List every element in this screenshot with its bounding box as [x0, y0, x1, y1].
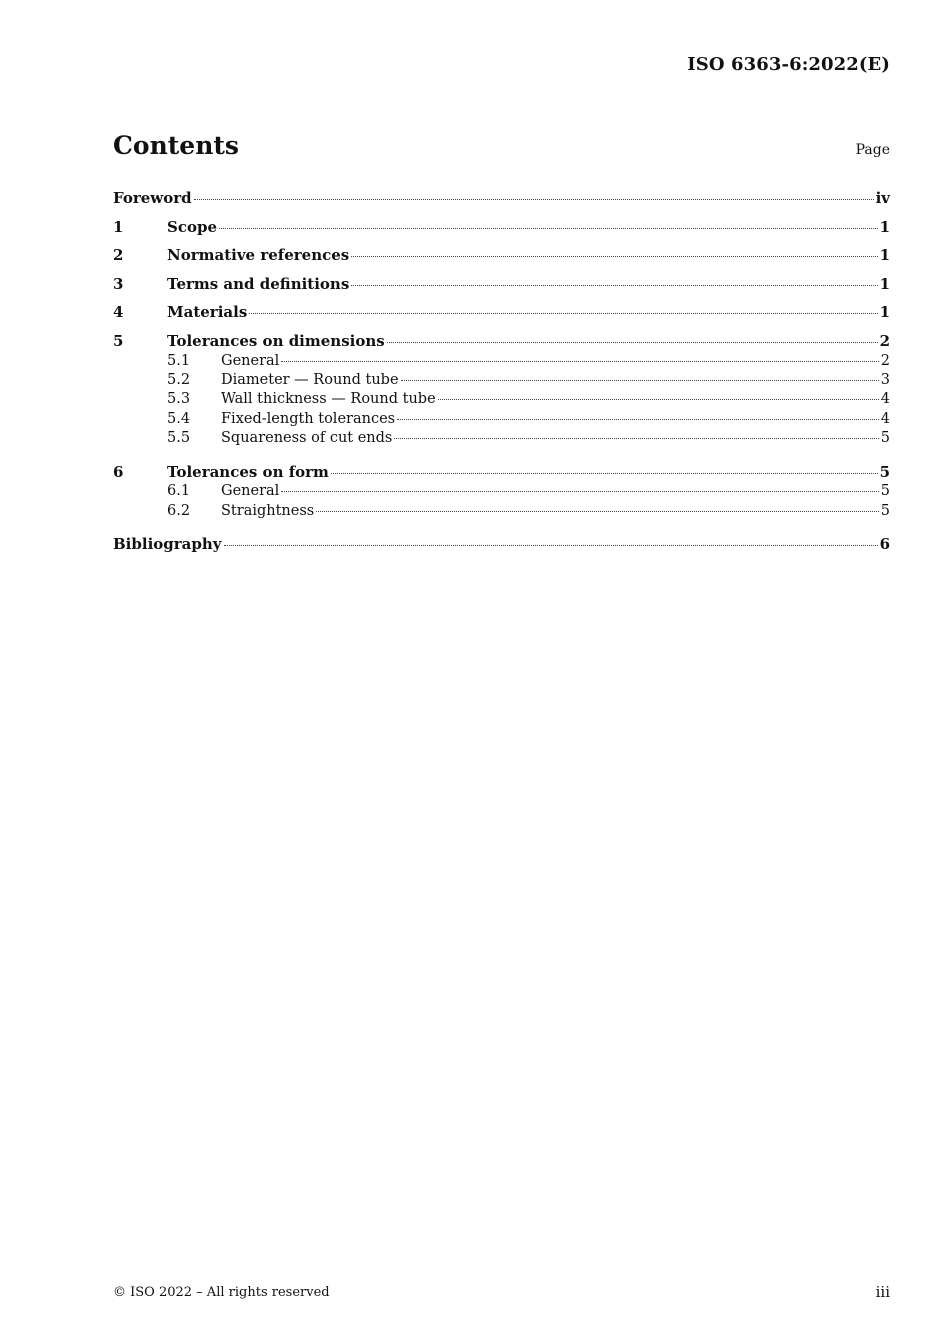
toc-entry-foreword[interactable]	[113, 184, 890, 213]
toc-entry-page: 1	[879, 274, 890, 293]
toc-leader	[331, 473, 878, 474]
toc-entry-6-2-straightness[interactable]	[113, 502, 890, 521]
toc-entry-6-1-general[interactable]	[113, 482, 890, 501]
toc-entry-5-5-squareness[interactable]	[113, 429, 890, 448]
toc-entry-label: Foreword	[113, 189, 192, 207]
toc-leader	[281, 491, 878, 492]
toc-entry-page: 3	[880, 371, 890, 388]
page-column-label: Page	[855, 142, 890, 158]
toc-entry-page: 5	[879, 462, 890, 481]
toc-entry-5-2-diameter[interactable]	[113, 371, 890, 390]
table-of-contents	[113, 184, 890, 558]
page-number: iii	[875, 1283, 890, 1301]
toc-entry-label: General	[221, 483, 280, 500]
toc-entry-page: iv	[875, 189, 890, 207]
toc-entry-page: 1	[879, 246, 890, 265]
toc-entry-label: Tolerances on form	[167, 462, 329, 481]
toc-entry-number: 5	[113, 331, 124, 350]
toc-entry-page: 1	[879, 303, 890, 322]
toc-entry-page: 4	[880, 391, 890, 408]
toc-entry-label: Terms and definitions	[167, 274, 350, 293]
toc-entry-5-4-fixed-length[interactable]	[113, 410, 890, 429]
toc-leader	[394, 438, 878, 439]
toc-entry-page: 6	[879, 534, 890, 553]
toc-entry-materials[interactable]	[113, 298, 890, 327]
toc-entry-page: 5	[880, 483, 890, 500]
toc-entry-5-3-wall-thickness[interactable]	[113, 390, 890, 409]
toc-leader	[316, 511, 879, 512]
toc-entry-label: Wall thickness — Round tube	[221, 391, 436, 408]
toc-leader	[387, 342, 878, 343]
toc-entry-label: Tolerances on dimensions	[167, 331, 385, 350]
toc-entry-normative-references[interactable]	[113, 241, 890, 270]
toc-entry-scope[interactable]	[113, 213, 890, 242]
toc-entry-number: 3	[113, 274, 124, 293]
toc-entry-page: 5	[880, 430, 890, 447]
toc-entry-page: 2	[880, 352, 890, 369]
toc-entry-number: 5.3	[167, 391, 191, 408]
toc-entry-label: Bibliography	[113, 534, 222, 553]
toc-entry-number: 6.2	[167, 502, 191, 519]
toc-entry-terms-and-definitions[interactable]	[113, 270, 890, 299]
toc-entry-number: 6.1	[167, 483, 191, 500]
toc-entry-label: Materials	[167, 303, 248, 322]
toc-entry-page: 1	[879, 217, 890, 236]
toc-entry-number: 1	[113, 217, 124, 236]
toc-leader	[249, 313, 877, 314]
toc-entry-number: 5.1	[167, 352, 191, 369]
toc-entry-5-1-general[interactable]	[113, 352, 890, 371]
toc-entry-label: Fixed-length tolerances	[221, 410, 396, 427]
contents-title: Contents	[113, 131, 240, 160]
toc-entry-label: Squareness of cut ends	[221, 430, 393, 447]
toc-leader	[281, 361, 878, 362]
toc-entry-label: Normative references	[167, 246, 350, 265]
toc-entry-page: 4	[880, 410, 890, 427]
toc-entry-label: Diameter — Round tube	[221, 371, 399, 388]
toc-entry-page: 5	[880, 502, 890, 519]
toc-entry-page: 2	[879, 331, 890, 350]
toc-entry-label: Scope	[167, 217, 218, 236]
toc-leader	[351, 256, 877, 257]
toc-leader	[224, 545, 878, 546]
toc-leader	[397, 419, 879, 420]
toc-entry-number: 4	[113, 303, 124, 322]
copyright-notice: © ISO 2022 – All rights reserved	[113, 1285, 330, 1300]
toc-leader	[219, 228, 878, 229]
toc-leader	[351, 285, 877, 286]
toc-leader	[401, 380, 879, 381]
toc-entry-label: General	[221, 352, 280, 369]
toc-entry-label: Straightness	[221, 502, 315, 519]
toc-entry-number: 2	[113, 246, 124, 265]
toc-entry-number: 5.2	[167, 371, 191, 388]
toc-entry-bibliography[interactable]	[113, 530, 890, 559]
toc-entry-number: 5.4	[167, 410, 191, 427]
toc-leader	[438, 399, 879, 400]
document-id: ISO 6363-6:2022(E)	[687, 54, 890, 75]
toc-entry-number: 6	[113, 462, 124, 481]
toc-leader	[194, 199, 874, 200]
toc-entry-number: 5.5	[167, 430, 191, 447]
